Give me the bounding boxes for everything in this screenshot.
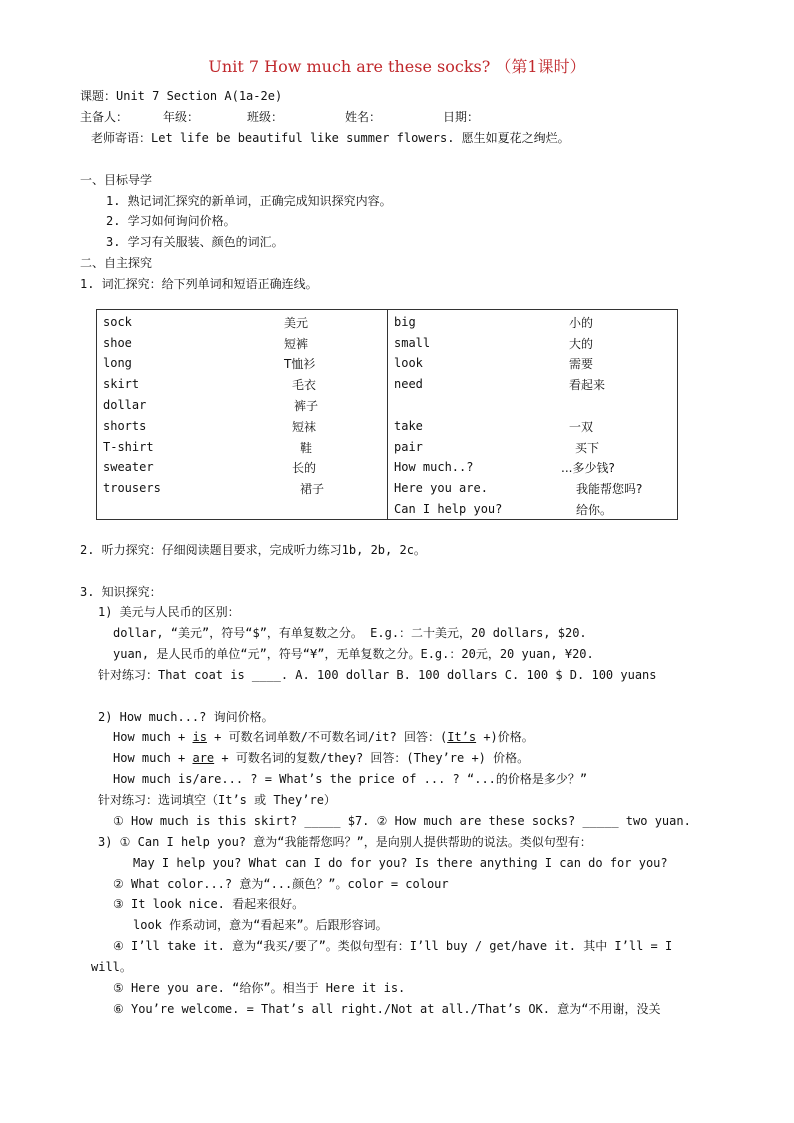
name-label: 姓名： [345, 110, 382, 124]
point3-line: ③ It look nice. 看起来很好。 [113, 897, 305, 911]
underlined-its: It’s [447, 730, 477, 744]
goal-item: 2. 学习如何询问价格。 [106, 214, 236, 228]
vocab-meaning: 鞋 [300, 441, 313, 455]
vocab-matching-table [96, 309, 678, 520]
vocab-intro: 1. 词汇探究：给下列单词和短语正确连线。 [80, 277, 318, 291]
point3-line: will。 [91, 960, 132, 974]
vocab-word: look [394, 356, 423, 370]
text: How much + [113, 730, 193, 744]
vocab-meaning: 大的 [569, 337, 594, 351]
vocab-right-cell [388, 310, 678, 520]
point3-line: look 作系动词，意为“看起来”。后跟形容词。 [133, 918, 388, 932]
point1-practice: 针对练习：That coat is ____. A. 100 dollar B. 100 dollars C. 100 $ D. 100 yuans [98, 668, 657, 682]
date-label: 日期： [443, 110, 480, 124]
vocab-word: small [394, 336, 431, 350]
vocab-meaning: 一双 [569, 420, 594, 434]
vocab-meaning: T恤衫 [284, 357, 316, 371]
vocab-meaning: 买下 [575, 441, 600, 455]
vocab-word: shorts [103, 419, 147, 433]
class-label: 班级： [247, 110, 284, 124]
goal-item: 3. 学习有关服装、颜色的词汇。 [106, 235, 284, 249]
topic-line: 课题：Unit 7 Section A(1a-2e) [80, 89, 283, 103]
teacher-message: 老师寄语：Let life be beautiful like summer flowers. 愿生如夏花之绚烂。 [91, 131, 570, 145]
vocab-word: skirt [103, 377, 140, 391]
preparer-label: 主备人： [80, 110, 129, 124]
vocab-word: Can I help you? [394, 502, 503, 516]
knowledge-heading: 3. 知识探究： [80, 585, 162, 599]
point1-dollar: dollar, “美元”，符号“$”，有单复数之分。 E.g.：二十美元，20 dollars, $20. [113, 626, 587, 640]
underlined-is: is [192, 730, 207, 744]
vocab-word: big [394, 315, 416, 329]
vocab-word: shoe [103, 336, 132, 350]
vocab-word: How much..? [394, 460, 474, 474]
section2-heading: 二、自主探究 [80, 256, 153, 270]
vocab-word: T-shirt [103, 440, 154, 454]
vocab-meaning: 需要 [569, 357, 594, 371]
vocab-word: dollar [103, 398, 147, 412]
point2-line2 [113, 750, 529, 766]
vocab-meaning: 看起来 [569, 378, 606, 392]
point3-line: ⑥ You’re welcome. = That’s all right./Not at all./That’s OK. 意为“不用谢，没关 [113, 1002, 661, 1016]
vocab-left-cell [97, 310, 388, 520]
vocab-meaning: ...多少钱? [561, 461, 615, 475]
vocab-meaning: 美元 [284, 316, 309, 330]
text: How much + [113, 751, 193, 765]
vocab-word: Here you are. [394, 481, 488, 495]
grade-label: 年级： [163, 110, 200, 124]
vocab-word: trousers [103, 481, 161, 495]
point2-practice: 针对练习：选词填空（It’s 或 They’re） [98, 793, 336, 807]
vocab-word: sweater [103, 460, 154, 474]
vocab-meaning: 我能帮您吗? [576, 482, 643, 496]
vocab-meaning: 短袜 [292, 420, 317, 434]
underlined-are: are [192, 751, 215, 765]
text: + 可数名词单数/不可数名词/it? 回答：( [206, 730, 448, 744]
vocab-meaning: 长的 [292, 461, 317, 475]
point2-exercise: ① How much is this skirt? _____ $7. ② How much are these socks? _____ two yuan. [113, 814, 691, 828]
point3-line: 3) ① Can I help you? 意为“我能帮您吗？”，是向别人提供帮助的说法。类似句型有： [98, 835, 592, 849]
vocab-word: pair [394, 440, 423, 454]
text: +)价格。 [476, 730, 534, 744]
point2-title: 2) How much...? 询问价格。 [98, 710, 274, 724]
vocab-meaning: 裙子 [300, 482, 325, 496]
page-title: Unit 7 How much are these socks? （第1课时） [208, 57, 586, 76]
point3-line: ④ I’ll take it. 意为“我买/要了”。类似句型有：I’ll buy / get/have it. 其中 I’ll = I [113, 939, 673, 953]
vocab-meaning: 毛衣 [292, 378, 317, 392]
vocab-meaning: 裤子 [294, 399, 319, 413]
vocab-word: take [394, 419, 423, 433]
goal-item: 1. 熟记词汇探究的新单词，正确完成知识探究内容。 [106, 194, 392, 208]
vocab-word: sock [103, 315, 132, 329]
point2-line1 [113, 729, 534, 745]
point3-line: ⑤ Here you are. “给你”。相当于 Here it is. [113, 981, 406, 995]
vocab-meaning: 给你。 [576, 503, 613, 517]
point1-yuan: yuan, 是人民币的单位“元”，符号“¥”，无单复数之分。E.g.：20元，20 yuan, ¥20. [113, 647, 594, 661]
point3-line: ② What color...? 意为“...颜色？”。color = colour [113, 877, 449, 891]
vocab-meaning: 短裤 [284, 337, 309, 351]
point1-title: 1) 美元与人民币的区别： [98, 605, 240, 619]
vocab-word: need [394, 377, 423, 391]
vocab-word: long [103, 356, 132, 370]
vocab-meaning: 小的 [569, 316, 594, 330]
section1-heading: 一、目标导学 [80, 173, 153, 187]
point3-line: May I help you? What can I do for you? Is there anything I can do for you? [133, 856, 668, 870]
text: + 可数名词的复数/they? 回答：(They’re +) 价格。 [214, 751, 530, 765]
listening-instruction: 2. 听力探究：仔细阅读题目要求，完成听力练习1b, 2b, 2c。 [80, 543, 426, 557]
point2-line3: How much is/are... ? = What’s the price of ... ? “...的价格是多少？” [113, 772, 588, 786]
